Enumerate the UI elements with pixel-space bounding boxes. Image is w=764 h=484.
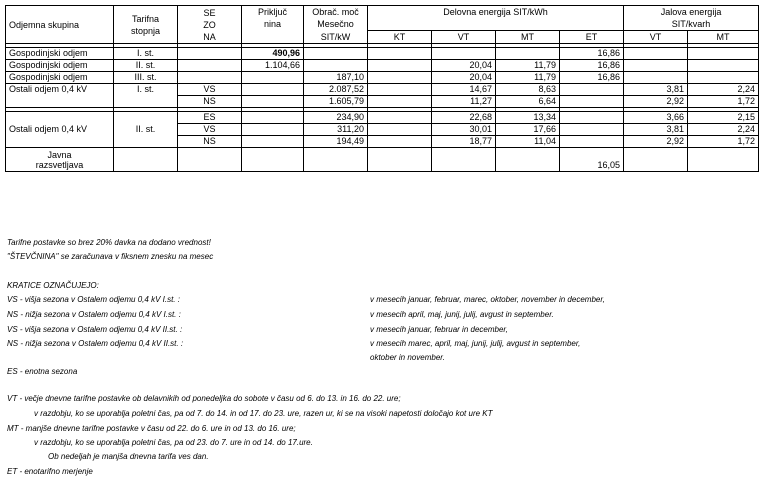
- cell-jvt: 2,92: [624, 96, 688, 108]
- cell-jmt: 1,72: [688, 96, 759, 108]
- cell-et: 16,86: [560, 48, 624, 60]
- cell-jmt: [688, 48, 759, 60]
- note-ns2-months-cont: oktober in november.: [370, 353, 445, 362]
- cell-power: 234,90: [304, 112, 368, 124]
- cell-jvt: 3,66: [624, 112, 688, 124]
- table-row: [6, 72, 759, 84]
- note-es: ES - enotna sezona: [7, 367, 78, 376]
- cell-power: 187,10: [304, 72, 368, 84]
- cell-jvt: [624, 72, 688, 84]
- cell-mt: 6,64: [496, 96, 560, 108]
- cell-kt: [368, 48, 432, 60]
- cell-et: [560, 136, 624, 148]
- cell-mt: [496, 48, 560, 60]
- cell-et: [560, 124, 624, 136]
- cell-mt: 11,79: [496, 60, 560, 72]
- cell-conn: [242, 124, 304, 136]
- cell-group: Gospodinjski odjem: [6, 60, 114, 72]
- hdr-jmt: MT: [688, 31, 759, 44]
- cell-season: [178, 72, 242, 84]
- cell-jvt: [624, 60, 688, 72]
- cell-mt: 11,79: [496, 72, 560, 84]
- cell-vt: 18,77: [432, 136, 496, 148]
- cell-et: [560, 84, 624, 96]
- cell-kt: [368, 124, 432, 136]
- hdr-power-unit: SIT/kW: [304, 31, 368, 44]
- hdr-vt: VT: [432, 31, 496, 44]
- hdr-power: Obrač. moč Mesečno: [304, 6, 368, 31]
- table-row: [6, 48, 759, 60]
- cell-conn: [242, 84, 304, 96]
- note-ns2-months: v mesecih marec, april, maj, junij, julij, avgust in september,: [370, 339, 581, 348]
- cell-power: 311,20: [304, 124, 368, 136]
- hdr-connection: Priključ nina: [242, 6, 304, 44]
- cell-jmt: 1,72: [688, 136, 759, 148]
- table-row: [6, 112, 759, 124]
- cell-jvt: [624, 48, 688, 60]
- note-vs2-months: v mesecih januar, februar in december,: [370, 325, 508, 334]
- note-ns1-months: v mesecih april, maj, junij, julij, avgust in september.: [370, 310, 554, 319]
- hdr-jvt: VT: [624, 31, 688, 44]
- cell-mt: 13,34: [496, 112, 560, 124]
- cell-season: VS: [178, 124, 242, 136]
- note-vs1: VS - višja sezona v Ostalem odjemu 0,4 kV I.st. :: [7, 295, 180, 304]
- hdr-tariff: Tarifna stopnja: [114, 6, 178, 44]
- cell-vt: 30,01: [432, 124, 496, 136]
- cell-vt: 11,27: [432, 96, 496, 108]
- cell-vt: [432, 48, 496, 60]
- cell-power: [304, 60, 368, 72]
- cell-et: [560, 96, 624, 108]
- cell-kt: [368, 72, 432, 84]
- note-ns2: NS - nižja sezona v Ostalem odjemu 0,4 kV II.st. :: [7, 339, 184, 348]
- note-vt1: VT - večje dnevne tarifne postavke ob delavnikih od ponedeljka do sobote v času od 6. do 13. in 16. do 22. ure;: [7, 394, 401, 403]
- table-row: [6, 148, 759, 172]
- cell-power: [304, 48, 368, 60]
- hdr-kt: KT: [368, 31, 432, 44]
- cell-jvt: 3,81: [624, 84, 688, 96]
- cell-kt: [368, 96, 432, 108]
- cell-group: Gospodinjski odjem: [6, 48, 114, 60]
- cell-jmt: 2,15: [688, 112, 759, 124]
- cell-season: [178, 60, 242, 72]
- cell-power: 2.087,52: [304, 84, 368, 96]
- cell-conn: 1.104,66: [242, 60, 304, 72]
- cell-group: Gospodinjski odjem: [6, 72, 114, 84]
- cell-season: NS: [178, 136, 242, 148]
- note-vs2: VS - višja sezona v Ostalem odjemu 0,4 kV II.st. :: [7, 325, 183, 334]
- cell-group: Ostali odjem 0,4 kV: [6, 112, 114, 148]
- cell-tariff: I. st.: [114, 84, 178, 96]
- hdr-active-energy: Delovna energija SIT/kWh: [368, 6, 624, 31]
- cell-group: Ostali odjem 0,4 kV: [6, 84, 114, 96]
- cell-vt: 20,04: [432, 72, 496, 84]
- cell-jvt: 3,81: [624, 124, 688, 136]
- cell-season: NS: [178, 96, 242, 108]
- cell-power: 1.605,79: [304, 96, 368, 108]
- cell-conn: [242, 72, 304, 84]
- cell-season: [178, 48, 242, 60]
- cell-tariff: III. st.: [114, 72, 178, 84]
- cell-group-lighting: Javna razsvetljava: [6, 148, 114, 172]
- header-row-1: [6, 6, 759, 31]
- note-ns1: NS - nižja sezona v Ostalem odjemu 0,4 kV I.st. :: [7, 310, 181, 319]
- cell-tariff: [114, 96, 178, 108]
- note-mt3: Ob nedeljah je manjša dnevna tarifa ves dan.: [48, 452, 209, 461]
- cell-et: 16,86: [560, 72, 624, 84]
- cell-tariff: II. st.: [114, 112, 178, 148]
- note-tax: Tarifne postavke so brez 20% davka na dodano vrednost!: [7, 238, 211, 247]
- cell-tariff: I. st.: [114, 48, 178, 60]
- table-row: [6, 60, 759, 72]
- cell-vt: 14,67: [432, 84, 496, 96]
- hdr-et: ET: [560, 31, 624, 44]
- note-mt2: v razdobju, ko se uporablja poletni čas, pa od 23. do 7. ure in od 14. do 17.ure.: [34, 438, 313, 447]
- cell-jmt: 2,24: [688, 84, 759, 96]
- note-meter: "ŠTEVČNINA" se zaračunava v fiksnem znesku na mesec: [7, 252, 214, 261]
- cell-vt: 22,68: [432, 112, 496, 124]
- cell-season: VS: [178, 84, 242, 96]
- hdr-group: Odjemna skupina: [6, 6, 114, 44]
- tariff-table: [5, 5, 759, 172]
- cell-season: ES: [178, 112, 242, 124]
- cell-mt: 11,04: [496, 136, 560, 148]
- hdr-reactive-energy: Jalova energija SIT/kvarh: [624, 6, 759, 31]
- cell-conn: 490,96: [242, 48, 304, 60]
- note-mt1: MT - manjše dnevne tarifne postavke v času od 22. do 6. ure in od 13. do 16. ure;: [7, 424, 296, 433]
- cell-jmt: 2,24: [688, 124, 759, 136]
- table-row: [6, 84, 759, 96]
- table-row: [6, 96, 759, 108]
- cell-conn: [242, 96, 304, 108]
- cell-jmt: [688, 60, 759, 72]
- hdr-season: SE ZO NA: [178, 6, 242, 44]
- cell-conn: [242, 136, 304, 148]
- note-vs1-months: v mesecih januar, februar, marec, oktober, november in december,: [370, 295, 605, 304]
- cell-et: 16,05: [560, 148, 624, 172]
- cell-kt: [368, 60, 432, 72]
- cell-group: [6, 96, 114, 108]
- cell-vt: 20,04: [432, 60, 496, 72]
- cell-mt: 8,63: [496, 84, 560, 96]
- cell-jvt: 2,92: [624, 136, 688, 148]
- cell-jmt: [688, 72, 759, 84]
- cell-et: [560, 112, 624, 124]
- cell-kt: [368, 112, 432, 124]
- note-et: ET - enotarifno merjenje: [7, 467, 93, 476]
- note-abbr-title: KRATICE OZNAČUJEJO:: [7, 281, 99, 290]
- cell-kt: [368, 136, 432, 148]
- cell-et: 16,86: [560, 60, 624, 72]
- cell-tariff: II. st.: [114, 60, 178, 72]
- cell-mt: 17,66: [496, 124, 560, 136]
- note-vt2: v razdobju, ko se uporablja poletni čas, pa od 7. do 14. in od 17. do 23. ure, razen ur, ki se na visoki napetosti določajo kot ure KT: [34, 409, 493, 418]
- cell-conn: [242, 112, 304, 124]
- hdr-mt: MT: [496, 31, 560, 44]
- cell-kt: [368, 84, 432, 96]
- cell-power: 194,49: [304, 136, 368, 148]
